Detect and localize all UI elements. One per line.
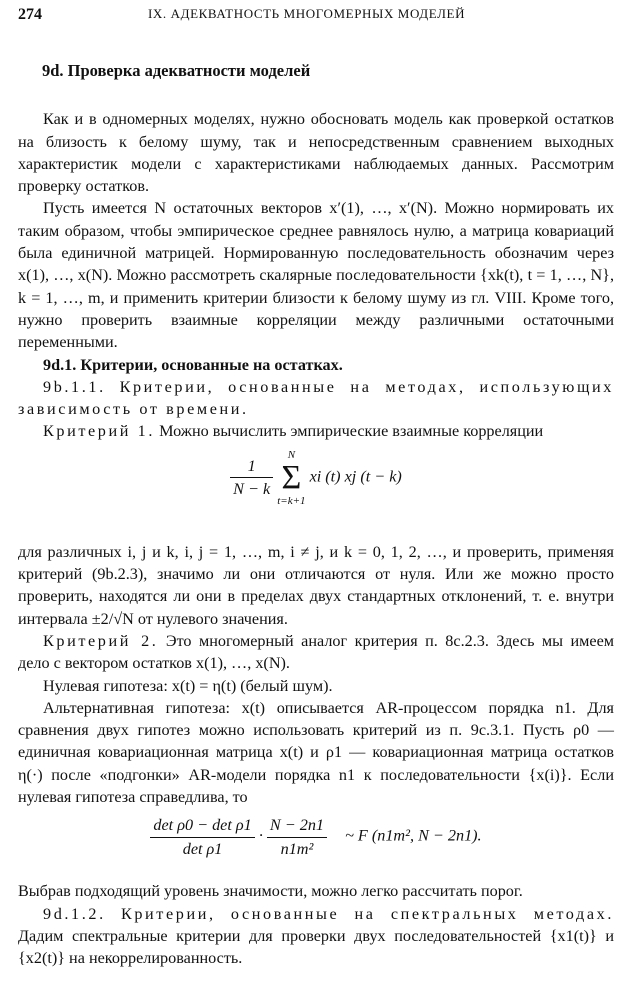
paragraph-residuals: Пусть имеется N остаточных векторов x′(1), …, x′(N). Можно нормировать их таким образом, чтобы эмпирическое среднее равнялось нулю, а матрица ковариаций была единичной матрицей. Нормированную последовательность обозначим через x(1), …, x(N). Можно рассмотреть скалярные последовательности {xk(t), t = 1, …, N}, k = 1, …, m, и применить критерии близости к белому шуму из гл. VIII. Кроме того, нужно проверить взаимные корреляции между различными остаточными переменными. xyxy=(18,199,614,352)
formula2-frac1-numerator: det ρ0 − det ρ1 xyxy=(150,814,254,837)
formula2-fraction-1 xyxy=(150,814,254,860)
subsubsection-title-spectral: 9d.1.2. Критерии, основанные на спектральных методах. xyxy=(43,904,614,923)
section-title: 9d. Проверка адекватности моделей xyxy=(42,61,311,80)
subsection-title: 9d.1. Критерии, основанные на остатках. xyxy=(43,355,343,374)
running-title: IX. АДЕКВАТНОСТЬ МНОГОМЕРНЫХ МОДЕЛЕЙ xyxy=(148,6,466,21)
paragraph-intro: Как и в одномерных моделях, нужно обосновать модель как проверкой остатков на близость к белому шуму, так и непосредственным сравнением выходных характеристик модели с характеристиками наблюдаемых данных. Рассмотрим проверку остатков. xyxy=(18,110,614,196)
sum-lower-limit: t=k+1 xyxy=(277,494,306,507)
formula2-frac2-numerator: N − 2n1 xyxy=(267,814,327,837)
formula1-coefficient xyxy=(230,455,273,501)
spectral-text: Дадим спектральные критерии для проверки двух последовательностей {x1(t)} и {x2(t)} на некоррелированность. xyxy=(18,926,614,968)
cross-correlation-formula xyxy=(18,449,614,535)
criterion-1-text: Можно вычислить эмпирические взаимные корреляции xyxy=(155,422,544,441)
alternative-hypothesis: Альтернативная гипотеза: x(t) описывается AR-процессом порядка n1. Для сравнения двух гипотез можно использовать критерий из п. 9c.3.1. Пусть ρ0 — единичная ковариационная матрица x(t) и ρ1 — ковариационная матрица остатков η(·) после «подгонки» AR-модели порядка n1 к последовательности {x(i)}. Если нулевая гипотеза справедлива, то xyxy=(18,698,614,807)
summation-symbol xyxy=(277,449,305,507)
page-body xyxy=(18,60,614,970)
formula2-fraction-2 xyxy=(267,814,327,860)
sigma-glyph: Σ xyxy=(281,458,302,496)
formula1-coef-denominator: N − k xyxy=(233,480,271,499)
formula1-coef-numerator: 1 xyxy=(230,455,273,478)
paragraph-after-formula1: для различных i, j и k, i, j = 1, …, m, i ≠ j, и k = 0, 1, 2, …, и проверить, применяя критерий (9b.2.3), значимо ли они отличаются от нуля. Или же можно просто проверить, находятся ли они в пределах двух стандартных отклонений, т. е. внутри интервала ±2/√N от нулевого значения. xyxy=(18,542,614,628)
criterion-2-text: Это многомерный аналог критерия п. 8c.2.3. Здесь мы имеем дело с вектором остатков x(1), …, x(N). xyxy=(18,631,614,673)
formula1-body: xi (t) xj (t − k) xyxy=(309,467,402,486)
criterion-2-label: Критерий 2. xyxy=(43,631,159,650)
formula2-frac1-denominator: det ρ1 xyxy=(182,839,223,858)
formula2-dot: · xyxy=(258,826,263,845)
page-number: 274 xyxy=(18,6,42,23)
subsubsection-title-time: 9b.1.1. Критерии, основанные на методах, использующих зависимость от времени. xyxy=(18,377,614,419)
criterion-2-paragraph xyxy=(18,630,614,675)
paragraph-after-formula2: Выбрав подходящий уровень значимости, можно легко рассчитать порог. xyxy=(18,882,523,901)
spectral-paragraph xyxy=(18,903,614,970)
criterion-1-label: Критерий 1. xyxy=(43,422,156,441)
f-test-formula xyxy=(18,814,614,874)
page-header xyxy=(18,6,614,30)
null-hypothesis: Нулевая гипотеза: x(t) = η(t) (белый шум). xyxy=(43,676,333,695)
formula2-rhs: ~ F (n1m², N − 2n1). xyxy=(345,826,482,845)
criterion-1-paragraph xyxy=(18,420,614,442)
formula2-frac2-denominator: n1m² xyxy=(280,839,314,858)
sum-upper-limit: N xyxy=(287,448,296,461)
